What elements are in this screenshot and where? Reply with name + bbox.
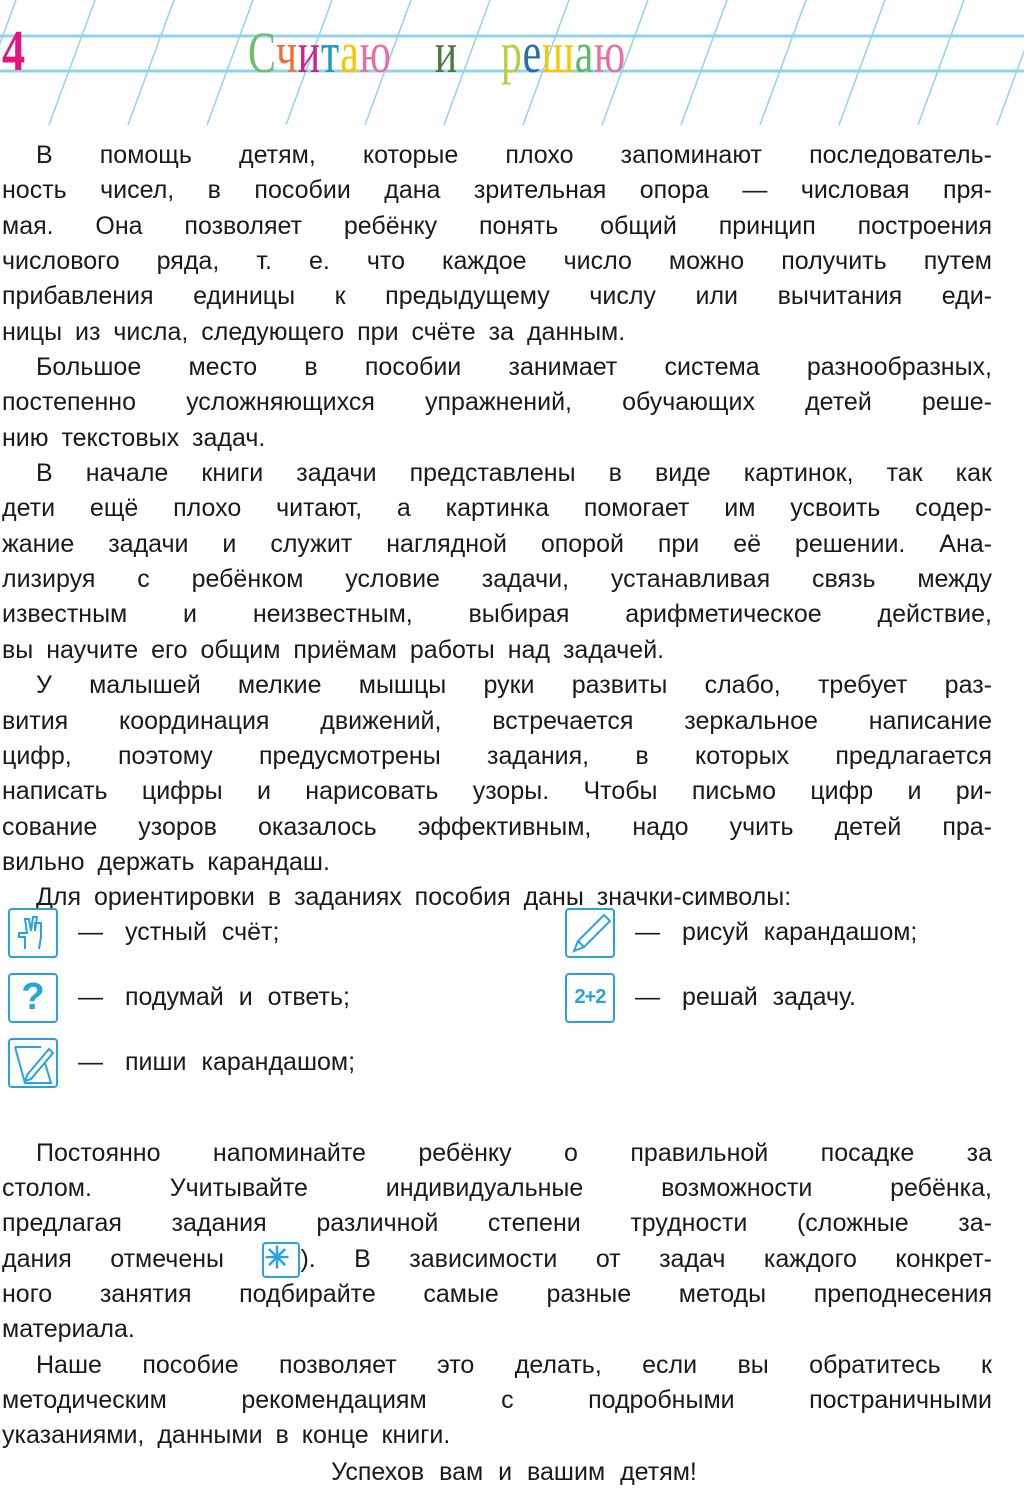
paragraph — [2, 350, 992, 456]
grid-line — [207, 0, 253, 125]
text-line: вильно держать карандаш. — [2, 847, 330, 876]
legend-label: подумай и ответь; — [125, 983, 350, 1012]
text-line: дети ещё плохо читают, а картинка помогает им усвоить содер- — [2, 494, 992, 523]
symbol-legend — [2, 916, 992, 1136]
text-line: Большое место в пособии занимает система разнообразных, — [36, 353, 992, 382]
text-line: сование узоров оказалось эффективным, надо учить детей пра- — [2, 812, 992, 841]
title-letter: и — [434, 20, 458, 85]
grid-line — [128, 0, 174, 125]
body-text — [2, 138, 992, 1454]
text-line: У малышей мелкие мышцы руки развиты слабо, требует раз- — [36, 671, 992, 700]
legend-item-draw: — рисуй карандашом; — [565, 908, 917, 958]
grid-line — [681, 0, 727, 125]
difficult-task-star-icon: ✳ — [262, 1242, 300, 1278]
title-letter: и — [297, 20, 321, 85]
text-line: В помощь детям, которые плохо запоминают последователь- — [36, 141, 992, 169]
paragraph — [2, 456, 992, 668]
closing-line: Успехов вам и вашим детям! — [331, 1458, 697, 1486]
text-line: ность чисел, в пособии дана зрительная опора — числовая пря- — [2, 176, 992, 205]
grid-line — [49, 0, 95, 125]
text-line: цифр, поэтому предусмотрены задания, в которых предлагается — [2, 741, 992, 770]
legend-label: рисуй карандашом; — [682, 918, 918, 947]
text-line: лизируя с ребёнком условие задачи, устанавливая связь между — [2, 565, 992, 594]
title-letter: р — [500, 20, 523, 85]
title-letter: ю — [359, 20, 392, 85]
text-line: постепенно усложняющихся упражнений, обучающих детей реше- — [2, 388, 992, 417]
title-letter: ш — [541, 20, 575, 85]
text-line: В начале книги задачи представлены в виде картинок, так как — [36, 459, 992, 488]
legend-label: решай задачу. — [682, 983, 856, 1012]
title-letter: ю — [593, 20, 626, 85]
text-line: вы научите его общим приёмам работы над задачей. — [2, 635, 665, 664]
pencil-icon — [565, 908, 615, 958]
text-line: нию текстовых задач. — [2, 423, 266, 452]
text-line: известным и неизвестным, выбирая арифметическое действие, — [2, 600, 992, 629]
grid-line — [839, 0, 885, 125]
legend-label: пиши карандашом; — [125, 1048, 356, 1077]
hand-counting-icon — [8, 908, 58, 958]
title-letter: ч — [276, 20, 298, 85]
page-title — [248, 20, 626, 85]
text-line: прибавления единицы к предыдущему числу или вычитания еди- — [2, 282, 992, 311]
paragraph — [2, 668, 992, 880]
grid-line — [918, 0, 964, 125]
title-letter: а — [574, 20, 594, 85]
paragraph — [2, 138, 992, 350]
legend-item-oral-count: — устный счёт; — [8, 908, 279, 958]
legend-label: устный счёт; — [125, 918, 280, 947]
grid-line — [760, 0, 806, 125]
legend-item-think: ? — подумай и ответь; — [8, 973, 350, 1023]
text-line: жание задачи и служит наглядной опорой при её решении. Ана- — [2, 529, 992, 558]
two-plus-two-icon: 2+2 — [565, 973, 615, 1023]
title-letter: т — [320, 20, 341, 85]
legend-item-write: — пиши карандашом; — [8, 1038, 355, 1088]
text-line: мая. Она позволяет ребёнку понять общий принцип построения — [2, 211, 992, 240]
write-pencil-icon — [8, 1038, 58, 1088]
page-number: 4 — [2, 18, 26, 83]
text-line: написать цифры и нарисовать узоры. Чтобы письмо цифр и ри- — [2, 777, 992, 806]
text-line: числового ряда, т. е. что каждое число можно получить путем — [2, 247, 992, 276]
grid-line — [997, 0, 1024, 125]
paragraph: Постоянно напоминайте ребёнку о правильной посадке за столом. Учитывайте индивидуальные возможности ребёнка, предлагая задания различной степени трудности (сложные за- дания отмечены ✳ ). В зависимости от задач каждого конкрет- ного занятия подбирайте самые разные методы преподнесения материала. — [2, 1138, 992, 1344]
question-icon: ? — [8, 973, 58, 1023]
text-line: ницы из числа, следующего при счёте за данным. — [2, 317, 626, 346]
title-letter: е — [522, 20, 542, 85]
text-line: вития координация движений, встречается зеркальное написание — [2, 706, 992, 735]
paragraph: Наше пособие позволяет это делать, если вы обратитесь к методическим рекомендациям с подробными постраничными указаниями, данными в конце книги. — [2, 1350, 992, 1450]
title-letter: а — [340, 20, 360, 85]
title-letter: С — [248, 20, 277, 85]
legend-item-solve: 2+2 — решай задачу. — [565, 973, 856, 1023]
text-line: Для ориентировки в заданиях пособия даны значки-символы: — [36, 883, 792, 912]
